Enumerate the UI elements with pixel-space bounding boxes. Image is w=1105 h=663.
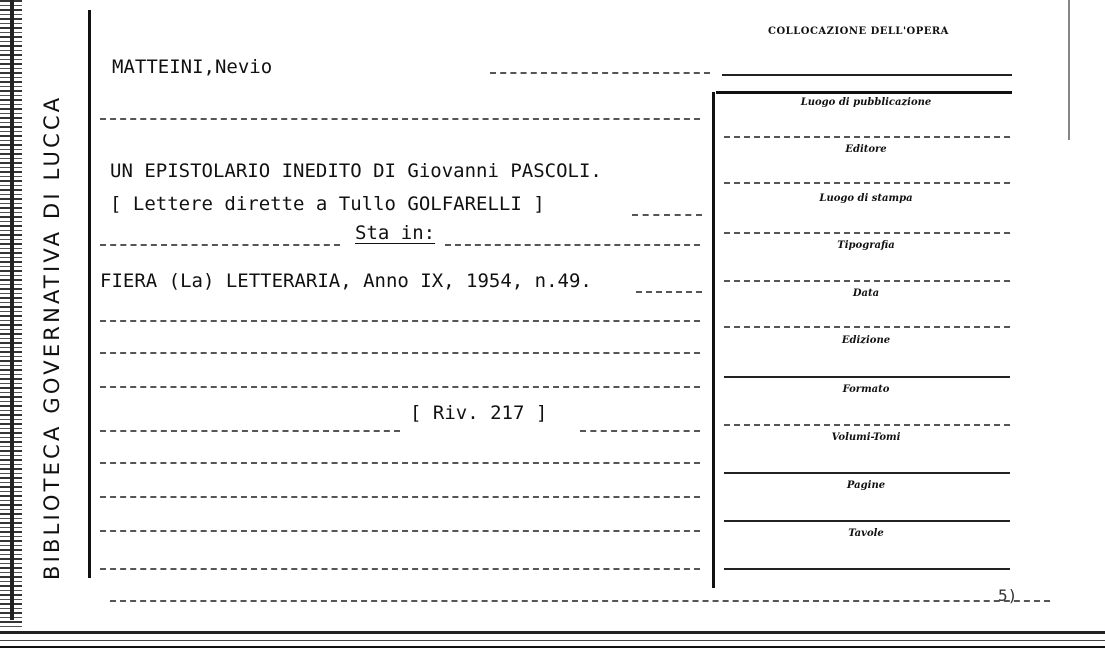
field-rule-1	[724, 136, 1010, 138]
field-rule-8	[724, 472, 1010, 474]
field-edizione: Edizione	[841, 335, 891, 346]
field-tipografia: Tipografia	[837, 240, 895, 251]
source-line: FIERA (La) LETTERARIA, Anno IX, 1954, n.49.	[100, 270, 592, 292]
title-line-2-rule	[632, 214, 702, 216]
institution-label: BIBLIOTECA GOVERNATIVA DI LUCCA	[40, 94, 64, 580]
field-rule-4	[724, 280, 1010, 282]
shelfmark: [ Riv. 217 ]	[410, 402, 548, 424]
card-right-edge	[1068, 0, 1070, 140]
collocation-line	[722, 74, 1012, 76]
collocation-box-top	[716, 91, 1012, 94]
field-rule-2	[724, 182, 1010, 184]
field-rule-7	[724, 424, 1010, 426]
in-label: Sta in:	[355, 222, 436, 244]
in-line-left	[100, 244, 340, 246]
field-luogo-pubblicazione: Luogo di pubblicazione	[800, 97, 932, 108]
field-rule-10	[724, 568, 1010, 570]
blank-line-8	[100, 568, 700, 570]
blank-line-5	[100, 462, 700, 464]
blank-line-3	[100, 352, 700, 354]
blank-line-1	[100, 118, 700, 120]
author-line	[490, 72, 710, 74]
field-rule-6	[724, 376, 1010, 378]
author-name: MATTEINI,Nevio	[112, 56, 273, 78]
field-tavole: Tavole	[848, 528, 884, 539]
title-line-1: UN EPISTOLARIO INEDITO DI Giovanni PASCOLI.	[110, 160, 602, 182]
corner-note: 5)	[998, 586, 1018, 605]
field-volumi-tomi: Volumi-Tomi	[831, 432, 901, 443]
shelfmark-line-left	[100, 430, 400, 432]
title-line-2: [ Lettere dirette a Tullo GOLFARELLI ]	[110, 193, 545, 215]
field-editore: Editore	[845, 144, 887, 155]
field-pagine: Pagine	[846, 480, 886, 491]
field-luogo-stampa: Luogo di stampa	[819, 193, 913, 204]
blank-line-2	[100, 320, 700, 322]
card-left-rule	[10, 0, 14, 620]
card-bottom-edge	[0, 628, 1105, 663]
source-rule	[636, 291, 702, 293]
field-formato: Formato	[842, 384, 890, 395]
collocation-heading: COLLOCAZIONE DELL'OPERA	[768, 26, 949, 37]
margin-rule	[88, 10, 91, 578]
in-line-right	[445, 244, 700, 246]
shelfmark-line-right	[580, 430, 700, 432]
blank-line-6	[100, 496, 700, 498]
collocation-box-left	[712, 92, 715, 588]
bottom-rule	[110, 600, 1050, 602]
field-rule-5	[724, 326, 1010, 328]
blank-line-4	[100, 386, 700, 388]
field-rule-9	[724, 520, 1010, 522]
field-data: Data	[852, 288, 880, 299]
blank-line-7	[100, 530, 700, 532]
field-rule-3	[724, 232, 1010, 234]
